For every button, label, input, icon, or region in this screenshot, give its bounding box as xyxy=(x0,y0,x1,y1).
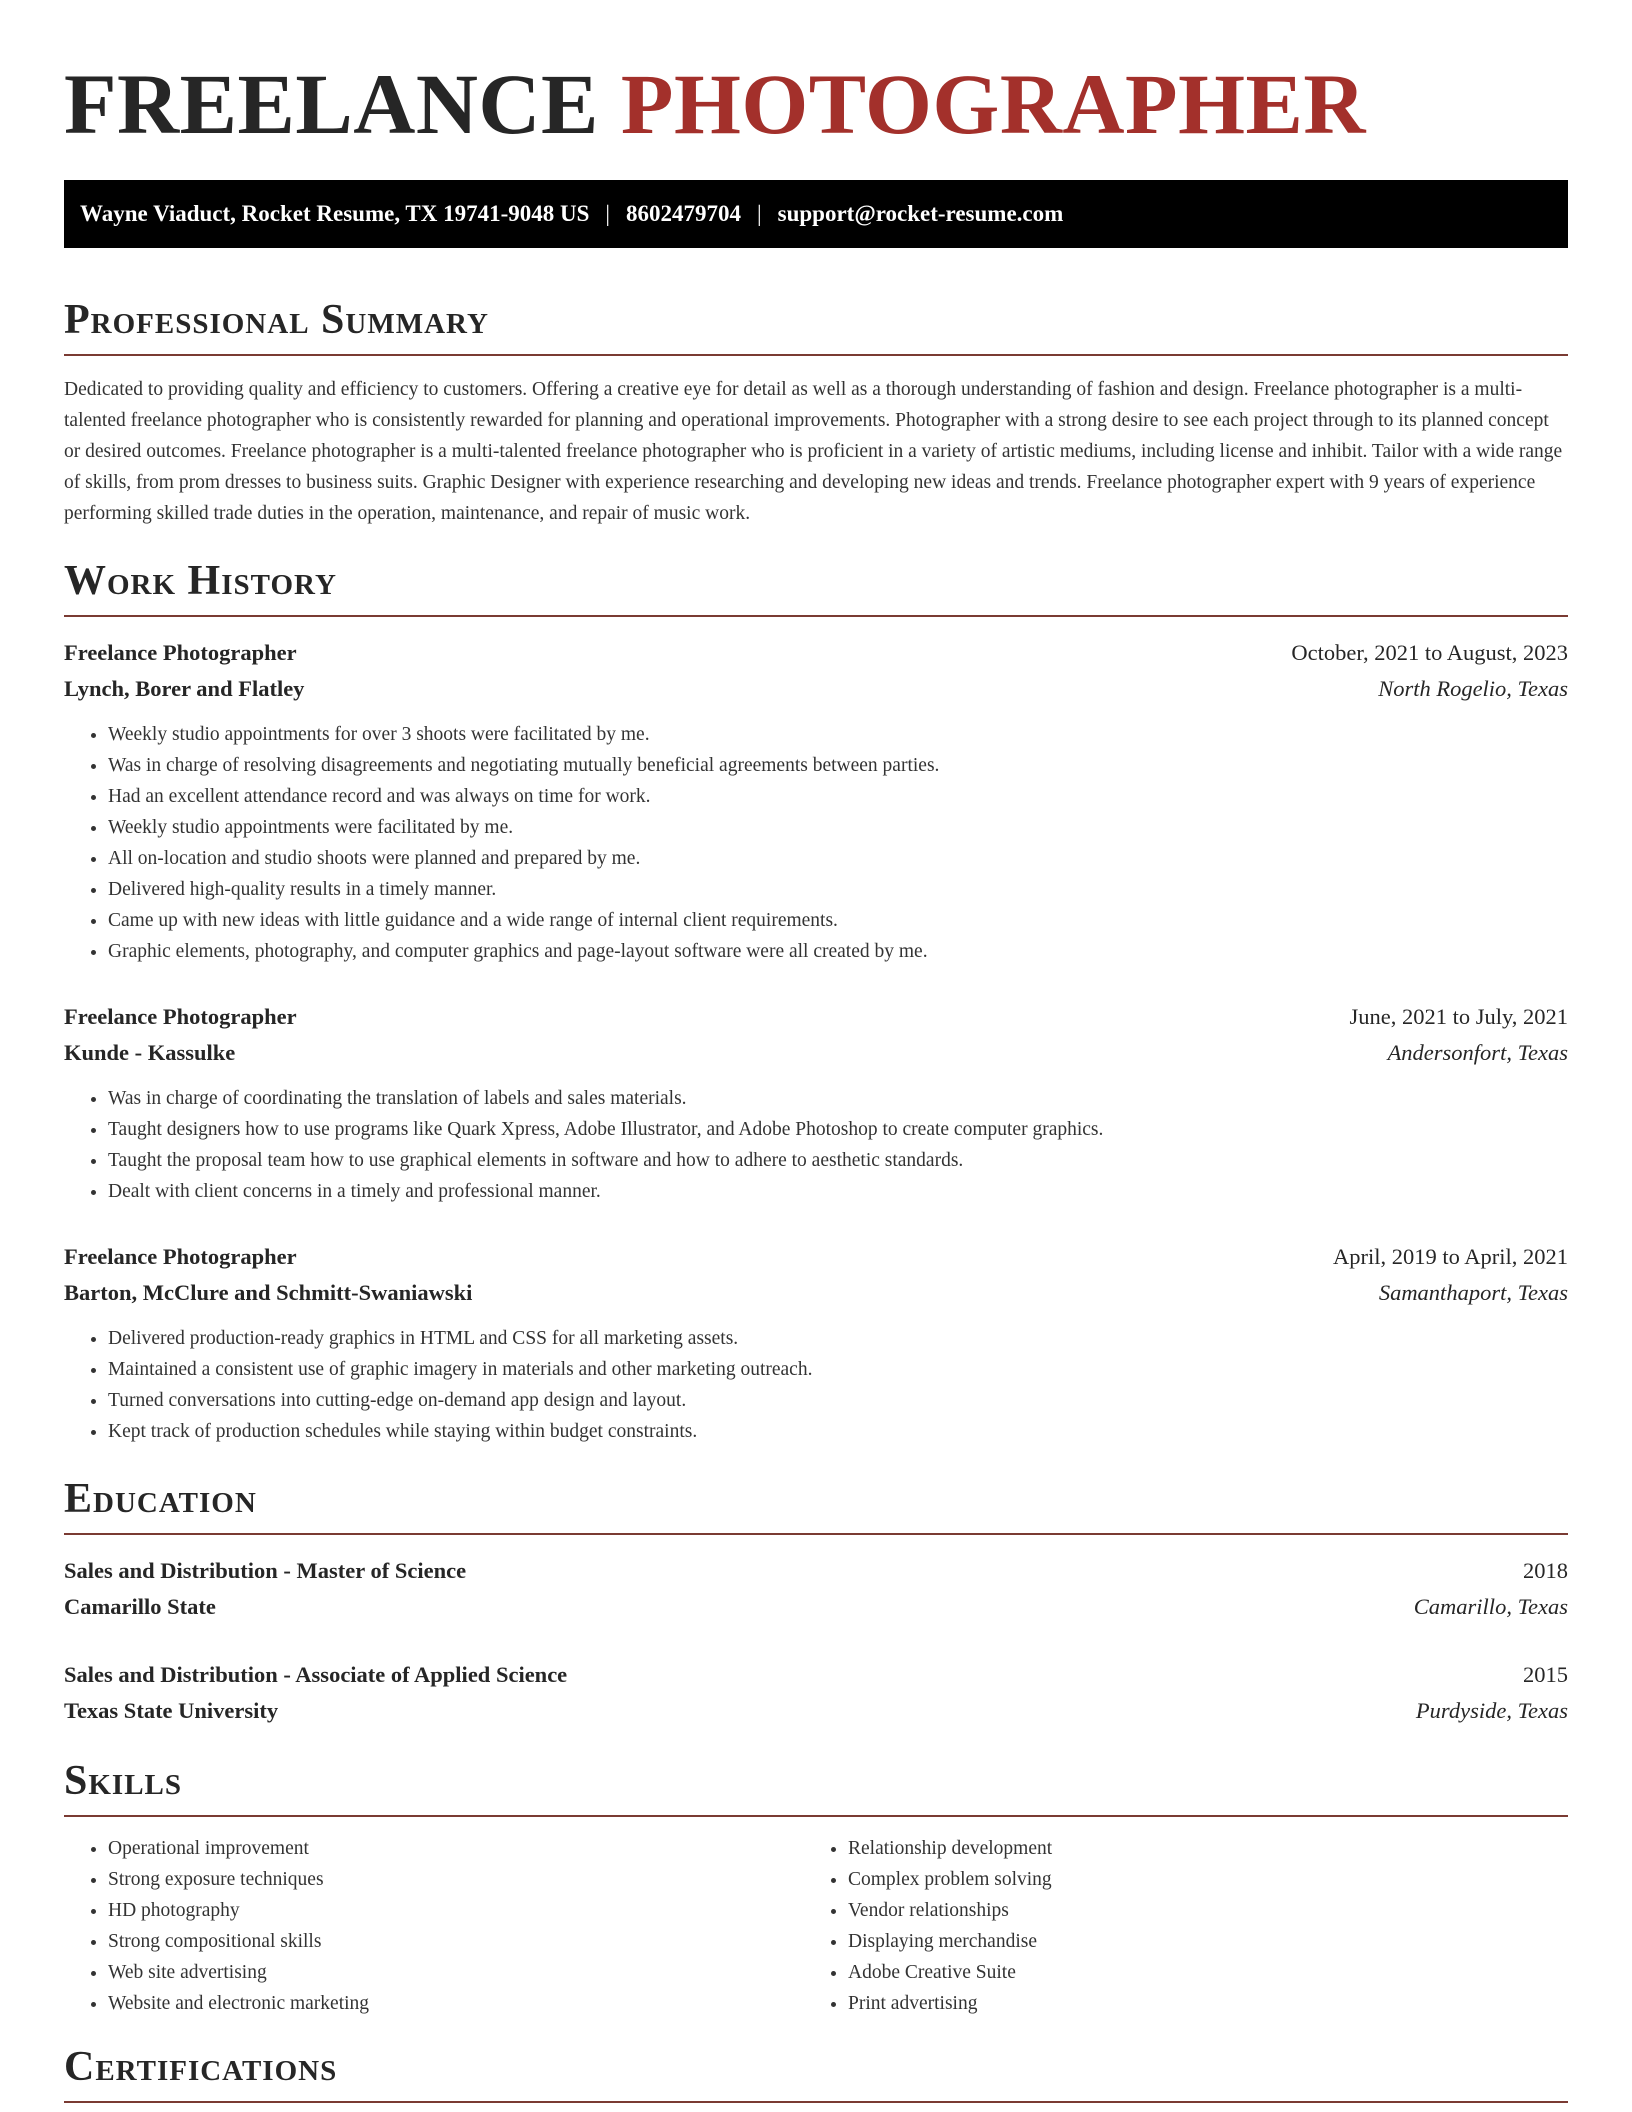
job-bullet: • Delivered production-ready graphics in HTML and CSS for all marketing assets. xyxy=(108,1323,1568,1354)
education-location: Camarillo, Texas xyxy=(1413,1594,1568,1619)
job-bullets xyxy=(64,1083,1568,1207)
job-location: Andersonfort, Texas xyxy=(1387,1040,1568,1065)
summary-section xyxy=(64,294,1568,529)
job-bullet: • Turned conversations into cutting-edge on-demand app design and layout. xyxy=(108,1385,1568,1416)
skill-item: • Strong exposure techniques xyxy=(108,1864,804,1895)
job-bullet: • Came up with new ideas with little guidance and a wide range of internal client requirements. xyxy=(108,905,1568,936)
skills-list-right xyxy=(804,1833,1548,2019)
work-history-title: Work History xyxy=(64,555,1568,617)
education-year: 2015 xyxy=(1523,1662,1568,1687)
skill-item: • Web site advertising xyxy=(108,1957,804,1988)
resume-page xyxy=(64,0,1568,2103)
job-company-row xyxy=(64,1035,1568,1071)
skill-item: • HD photography xyxy=(108,1895,804,1926)
education-school-row xyxy=(64,1693,1568,1729)
education-entry xyxy=(64,1657,1568,1729)
education-degree-row xyxy=(64,1657,1568,1693)
skill-item: • Relationship development xyxy=(848,1833,1548,1864)
work-history-section xyxy=(64,555,1568,1447)
job-location: North Rogelio, Texas xyxy=(1378,676,1568,701)
job-bullet: • Taught designers how to use programs like Quark Xpress, Adobe Illustrator, and Adobe Photoshop to create computer graphics. xyxy=(108,1114,1568,1145)
summary-title: Professional Summary xyxy=(64,294,1568,356)
job-bullet: • All on-location and studio shoots were planned and prepared by me. xyxy=(108,843,1568,874)
contact-address: Wayne Viaduct, Rocket Resume, TX 19741-9048 US xyxy=(80,201,590,226)
name-first: FREELANCE xyxy=(64,56,599,152)
education-title: Education xyxy=(64,1473,1568,1535)
job-header-row xyxy=(64,635,1568,671)
education-entry xyxy=(64,1553,1568,1625)
skill-item: • Strong compositional skills xyxy=(108,1926,804,1957)
job-role: Freelance Photographer xyxy=(64,640,297,665)
contact-separator: | xyxy=(757,201,762,226)
skill-item: • Vendor relationships xyxy=(848,1895,1548,1926)
job-entry xyxy=(64,635,1568,967)
job-bullet: • Weekly studio appointments for over 3 shoots were facilitated by me. xyxy=(108,719,1568,750)
education-section xyxy=(64,1473,1568,1729)
summary-text: Dedicated to providing quality and efficiency to customers. Offering a creative eye for detail as well as a thorough understanding of fashion and design. Freelance photographer is a multi-talented freelance photographer who is consistently rewarded for planning and operational improvements. Photographer with a strong desire to see each project through to its planned concept or desired outcomes. Freelance photographer is a multi-talented freelance photographer who is proficient in a variety of artistic mediums, including license and inhibit. Tailor with a wide range of skills, from prom dresses to business suits. Graphic Designer with experience researching and developing new ideas and trends. Freelance photographer expert with 9 years of experience performing skilled trade duties in the operation, maintenance, and repair of music work. xyxy=(64,379,1563,524)
skills-title: Skills xyxy=(64,1755,1568,1817)
education-school: Texas State University xyxy=(64,1698,279,1723)
job-company-row xyxy=(64,1275,1568,1311)
job-bullet: • Graphic elements, photography, and computer graphics and page-layout software were all created by me. xyxy=(108,936,1568,967)
skills-section xyxy=(64,1755,1568,2019)
job-bullet: • Delivered high-quality results in a timely manner. xyxy=(108,874,1568,905)
education-school-row xyxy=(64,1589,1568,1625)
job-dates: June, 2021 to July, 2021 xyxy=(1349,1004,1568,1029)
education-location: Purdyside, Texas xyxy=(1415,1698,1568,1723)
job-bullet: • Was in charge of resolving disagreements and negotiating mutually beneficial agreements between parties. xyxy=(108,750,1568,781)
job-role: Freelance Photographer xyxy=(64,1004,297,1029)
education-degree-row xyxy=(64,1553,1568,1589)
skills-list-left xyxy=(64,1833,804,2019)
job-role: Freelance Photographer xyxy=(64,1244,297,1269)
job-bullet: • Taught the proposal team how to use graphical elements in software and how to adhere to aesthetic standards. xyxy=(108,1145,1568,1176)
job-bullet: • Maintained a consistent use of graphic imagery in materials and other marketing outreach. xyxy=(108,1354,1568,1385)
education-degree: Sales and Distribution - Master of Science xyxy=(64,1558,467,1583)
skill-item: • Operational improvement xyxy=(108,1833,804,1864)
job-header-row xyxy=(64,999,1568,1035)
job-bullet: • Was in charge of coordinating the translation of labels and sales materials. xyxy=(108,1083,1568,1114)
job-bullet: • Kept track of production schedules while staying within budget constraints. xyxy=(108,1416,1568,1447)
certifications-section xyxy=(64,2041,1568,2103)
job-company: Kunde - Kassulke xyxy=(64,1040,236,1065)
contact-phone: 8602479704 xyxy=(626,201,742,226)
job-location: Samanthaport, Texas xyxy=(1378,1280,1568,1305)
job-bullet: • Dealt with client concerns in a timely and professional manner. xyxy=(108,1176,1568,1207)
contact-separator: | xyxy=(605,201,611,226)
job-company: Lynch, Borer and Flatley xyxy=(64,676,305,701)
education-degree: Sales and Distribution - Associate of Applied Science xyxy=(64,1662,568,1687)
job-bullet: • Had an excellent attendance record and was always on time for work. xyxy=(108,781,1568,812)
job-company: Barton, McClure and Schmitt-Swaniawski xyxy=(64,1280,473,1305)
job-header-row xyxy=(64,1239,1568,1275)
skill-item: • Complex problem solving xyxy=(848,1864,1548,1895)
name-second: PHOTOGRAPHER xyxy=(620,56,1366,152)
job-company-row xyxy=(64,671,1568,707)
job-bullets xyxy=(64,719,1568,967)
job-dates: April, 2019 to April, 2021 xyxy=(1333,1244,1568,1269)
job-bullets xyxy=(64,1323,1568,1447)
job-dates: October, 2021 to August, 2023 xyxy=(1291,640,1568,665)
education-year: 2018 xyxy=(1523,1558,1568,1583)
job-entry xyxy=(64,999,1568,1207)
contact-email: support@rocket-resume.com xyxy=(777,201,1064,226)
contact-bar xyxy=(64,180,1568,248)
education-school: Camarillo State xyxy=(64,1594,216,1619)
resume-name xyxy=(64,0,1568,152)
job-entry xyxy=(64,1239,1568,1447)
skill-item: • Displaying merchandise xyxy=(848,1926,1548,1957)
skill-item: • Website and electronic marketing xyxy=(108,1988,804,2019)
skill-item: • Print advertising xyxy=(848,1988,1548,2019)
certifications-title: Certifications xyxy=(64,2041,1568,2103)
skill-item: • Adobe Creative Suite xyxy=(848,1957,1548,1988)
job-bullet: • Weekly studio appointments were facilitated by me. xyxy=(108,812,1568,843)
skills-columns xyxy=(64,1833,1568,2019)
